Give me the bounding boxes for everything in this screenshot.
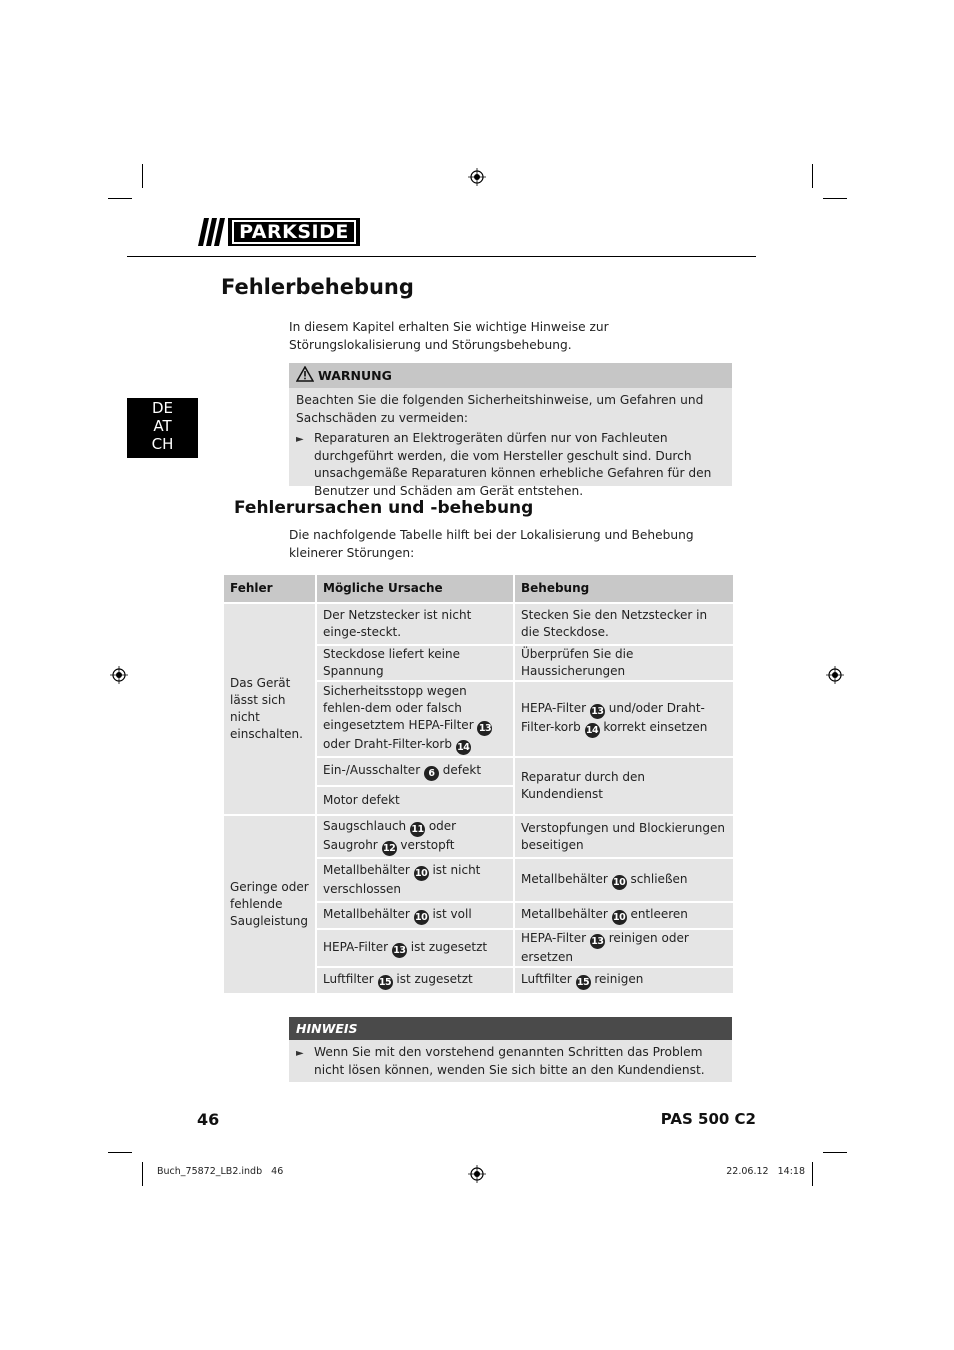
fix-text: reinigen oder ersetzen — [521, 931, 689, 964]
crop-mark — [812, 164, 813, 188]
part-number-badge: 13 — [591, 706, 604, 717]
logo-slashes-icon — [198, 218, 228, 246]
section-title: Fehlerursachen und -behebung — [234, 498, 534, 518]
column-header: Mögliche Ursache — [316, 574, 514, 603]
fix-cell — [514, 603, 734, 645]
warning-box — [289, 363, 732, 498]
logo-box — [228, 218, 360, 246]
hint-header — [289, 1017, 732, 1040]
language-tab-line: AT — [153, 417, 172, 435]
cause-text: Ein-/Ausschalter — [323, 763, 421, 777]
cause-text: verstopft — [400, 837, 455, 852]
fault-cell — [223, 815, 316, 994]
hint-box — [289, 1017, 732, 1082]
fix-text: Luftfilter — [521, 972, 572, 986]
part-number-badge: 10 — [612, 876, 626, 888]
table-row — [223, 815, 734, 858]
column-header: Behebung — [514, 574, 734, 603]
fix-text: Überprüfen Sie die Haussicherungen — [521, 647, 634, 678]
crop-mark — [142, 1162, 143, 1186]
cause-text: Motor defekt — [323, 793, 400, 807]
fault-text: Geringe oder fehlende Saugleistung — [230, 880, 309, 928]
cause-cell — [316, 929, 514, 967]
fix-text: Metallbehälter — [521, 871, 608, 886]
fix-text: Reparatur durch den Kundendienst — [521, 770, 646, 801]
fix-cell — [514, 929, 734, 967]
cause-text: ist nicht verschlossen — [323, 863, 481, 896]
logo-text: PARKSIDE — [232, 220, 356, 244]
crop-mark — [812, 1162, 813, 1186]
brand-logo — [198, 218, 360, 246]
warning-text: Beachten Sie die folgenden Sicherheitshinweise, um Gefahren und Sachschäden zu vermeiden: — [296, 393, 704, 425]
part-number-badge: 15 — [576, 977, 590, 988]
section-intro: Die nachfolgende Tabelle hilft bei der Lokalisierung und Behebung kleinerer Störungen: — [289, 528, 694, 560]
fix-cell — [514, 681, 734, 757]
cause-cell — [316, 757, 514, 786]
cause-text: Luftfilter — [323, 972, 374, 986]
column-header: Fehler — [223, 574, 316, 603]
cause-text: HEPA-Filter — [323, 939, 389, 954]
part-number-badge: 15 — [378, 977, 392, 988]
fix-cell — [514, 858, 734, 902]
cause-text: Saugschlauch — [323, 818, 407, 833]
fix-text: Metallbehälter — [521, 907, 608, 921]
cause-text: Steckdose liefert keine Spannung — [323, 647, 460, 678]
cause-cell — [316, 967, 514, 994]
hint-bullet-text: Wenn Sie mit den vorstehend genannten Schritten das Problem nicht lösen können, wenden Sie sich bitte an den Kundendienst. — [314, 1045, 705, 1077]
cause-text: Der Netzstecker ist nicht einge-steckt. — [323, 608, 472, 639]
cause-cell — [316, 645, 514, 681]
language-tab-line: DE — [151, 399, 174, 417]
fix-text: Stecken Sie den Netzstecker in die Steckdose. — [521, 608, 708, 639]
part-number-badge: 13 — [393, 944, 406, 956]
intro-text: In diesem Kapitel erhalten Sie wichtige Hinweise zur Störungslokalisierung und Störungsbehebung. — [289, 320, 609, 352]
page-title: Fehlerbehebung — [221, 275, 414, 299]
fix-text: HEPA-Filter — [521, 931, 587, 945]
table-row — [223, 603, 734, 645]
cause-text: ist voll — [432, 907, 472, 921]
model-name: PAS 500 C2 — [660, 1110, 756, 1128]
page-number: 46 — [197, 1110, 220, 1129]
fix-text: und/oder Draht-Filter-korb — [521, 701, 705, 734]
header-rule — [127, 256, 756, 257]
part-number-badge: 14 — [585, 725, 599, 736]
fix-text: entleeren — [630, 907, 688, 921]
cause-cell — [316, 815, 514, 858]
fix-cell — [514, 967, 734, 994]
crop-mark — [823, 1152, 847, 1153]
cause-text: Metallbehälter — [323, 907, 410, 921]
warning-bullet-text: Reparaturen an Elektrogeräten dürfen nur von Fachleuten durchgeführt werden, die vom Hersteller geschult sind. Durch unsachgemäße Reparaturen können erhebliche Gefahren für den Benutzer und Schäden am Gerät entstehen. — [314, 431, 712, 498]
table-header-row — [223, 574, 734, 603]
part-number-badge: 14 — [457, 742, 470, 753]
crop-mark — [823, 198, 847, 199]
cause-text: Sicherheitsstopp wegen fehlen-dem oder falsch eingesetztem HEPA-Filter — [323, 684, 474, 732]
slug-file: Buch_75872_LB2.indb 46 — [157, 1166, 284, 1177]
fault-text: Das Gerät lässt sich nicht einschalten. — [230, 676, 303, 741]
registration-mark-icon — [110, 666, 128, 684]
fix-cell — [514, 815, 734, 858]
cause-text: Metallbehälter — [323, 863, 410, 877]
bullet-arrow-icon: ► — [296, 1048, 304, 1059]
fix-cell — [514, 902, 734, 929]
cause-text: ist zugesetzt — [410, 939, 488, 954]
part-number-badge: 13 — [478, 723, 492, 734]
part-number-badge: 10 — [414, 912, 428, 923]
part-number-badge: 6 — [424, 766, 439, 781]
crop-mark — [108, 1152, 132, 1153]
part-number-badge: 11 — [411, 823, 424, 835]
cause-cell — [316, 786, 514, 815]
fix-text: Verstopfungen und Blockierungen beseitigen — [521, 820, 725, 852]
cause-text: oder Draht-Filter-korb — [323, 737, 452, 751]
language-tab-line: CH — [151, 435, 174, 453]
fix-text: korrekt einsetzen — [603, 720, 708, 734]
registration-mark-icon — [468, 1165, 486, 1183]
fix-text: schließen — [630, 871, 688, 886]
cause-text: oder Saugrohr — [323, 818, 457, 852]
fix-text: reinigen — [594, 972, 644, 986]
part-number-badge: 13 — [591, 936, 604, 947]
bullet-arrow-icon: ► — [296, 434, 304, 445]
cause-text: ist zugesetzt — [396, 972, 473, 986]
language-tab — [127, 398, 198, 458]
cause-cell — [316, 858, 514, 902]
part-number-badge: 10 — [612, 912, 626, 923]
part-number-badge: 10 — [414, 868, 428, 879]
warning-triangle-icon — [296, 366, 314, 382]
warning-header — [289, 363, 732, 388]
fault-cell — [223, 603, 316, 815]
cause-text: defekt — [442, 763, 482, 777]
fix-cell — [514, 757, 734, 815]
crop-mark — [142, 164, 143, 188]
registration-mark-icon — [826, 666, 844, 684]
fix-text: HEPA-Filter — [521, 701, 587, 715]
cause-cell — [316, 681, 514, 757]
cause-cell — [316, 902, 514, 929]
part-number-badge: 12 — [382, 842, 396, 854]
cause-cell — [316, 603, 514, 645]
hint-title: HINWEIS — [296, 1021, 358, 1036]
registration-mark-icon — [468, 168, 486, 186]
slug-date: 22.06.12 14:18 — [726, 1166, 805, 1177]
fix-cell — [514, 645, 734, 681]
troubleshooting-table — [222, 573, 735, 995]
warning-title: WARNUNG — [318, 368, 392, 383]
crop-mark — [108, 198, 132, 199]
